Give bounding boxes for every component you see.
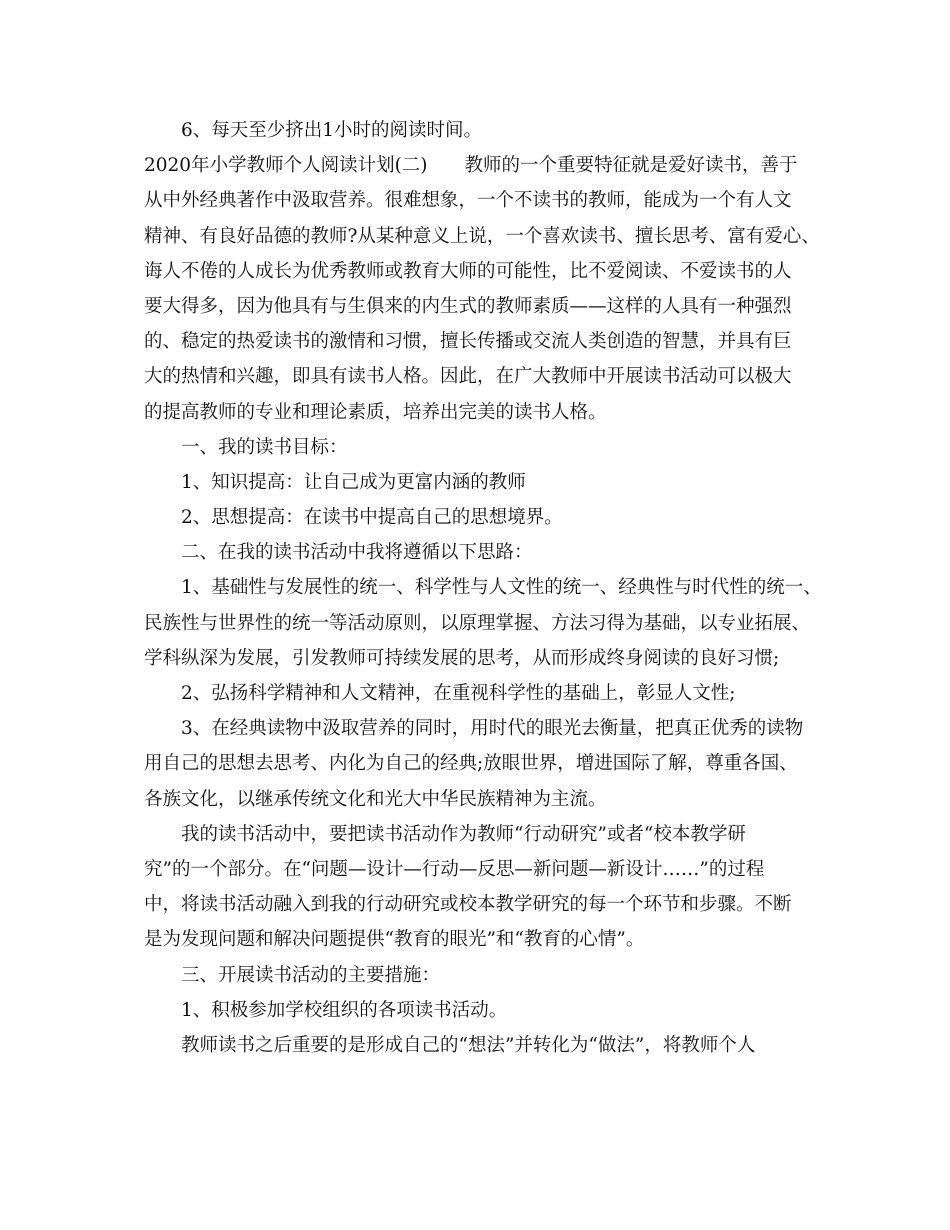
text-line: 的提高教师的专业和理论素质，培养出完美的读书人格。 <box>144 401 607 423</box>
text-line: 究”的一个部分。在“问题—设计—行动—反思—新问题—新设计……”的过程 <box>144 858 765 880</box>
text-line: 精神、有良好品德的教师?从某种意义上说，一个喜欢读书、擅长思考、富有爱心、 <box>144 225 820 247</box>
text-line: 要大得多，因为他具有与生俱来的内生式的教师素质——这样的人具有一种强烈 <box>144 295 792 317</box>
text-line: 2、思想提高：在读书中提高自己的思想境界。 <box>181 507 563 529</box>
text-line: 学科纵深为发展，引发教师可持续发展的思考，从而形成终身阅读的良好习惯; <box>144 647 780 669</box>
text-line: 用自己的思想去思考、内化为自己的经典;放眼世界，增进国际了解，尊重各国、 <box>144 753 798 775</box>
text-line: 是为发现问题和解决问题提供“教育的眼光”和“教育的心情”。 <box>144 929 645 951</box>
document-body <box>144 113 824 1063</box>
text-line: 1、基础性与发展性的统一、科学性与人文性的统一、经典性与时代性的统一、 <box>181 577 822 599</box>
text-line: 我的读书活动中，要把读书活动作为教师“行动研究”或者“校本教学研 <box>181 823 746 845</box>
text-line: 从中外经典著作中汲取营养。很难想象，一个不读书的教师，能成为一个有人文 <box>144 190 792 212</box>
text-line: 一、我的读书目标： <box>181 436 348 458</box>
text-line: 1、知识提高：让自己成为更富内涵的教师 <box>181 471 526 493</box>
text-line: 大的热情和兴趣，即具有读书人格。因此，在广大教师中开展读书活动可以极大 <box>144 366 792 388</box>
text-line: 中，将读书活动融入到我的行动研究或校本教学研究的每一个环节和步骤。不断 <box>144 894 792 916</box>
text-line: 教师读书之后重要的是形成自己的“想法”并转化为“做法”，将教师个人 <box>181 1034 756 1056</box>
text-line: 的、稳定的热爱读书的激情和习惯，擅长传播或交流人类创造的智慧，并具有巨 <box>144 331 792 353</box>
text-line: 各族文化，以继承传统文化和光大中华民族精神为主流。 <box>144 788 607 810</box>
text-line: 1、积极参加学校组织的各项读书活动。 <box>181 999 508 1021</box>
text-line: 2020年小学教师个人阅读计划(二) 教师的一个重要特征就是爱好读书，善于 <box>144 155 798 177</box>
text-line: 三、开展读书活动的主要措施： <box>181 964 441 986</box>
text-line: 民族性与世界性的统一等活动原则，以原理掌握、方法习得为基础，以专业拓展、 <box>144 612 811 634</box>
text-line: 二、在我的读书活动中我将遵循以下思路： <box>181 542 533 564</box>
text-line: 6、每天至少挤出1小时的阅读时间。 <box>181 120 483 141</box>
text-line: 诲人不倦的人成长为优秀教师或教育大师的可能性，比不爱阅读、不爱读书的人 <box>144 260 792 282</box>
text-line: 3、在经典读物中汲取营养的同时，用时代的眼光去衡量，把真正优秀的读物 <box>181 718 804 740</box>
text-line: 2、弘扬科学精神和人文精神，在重视科学性的基础上，彰显人文性; <box>181 683 736 704</box>
